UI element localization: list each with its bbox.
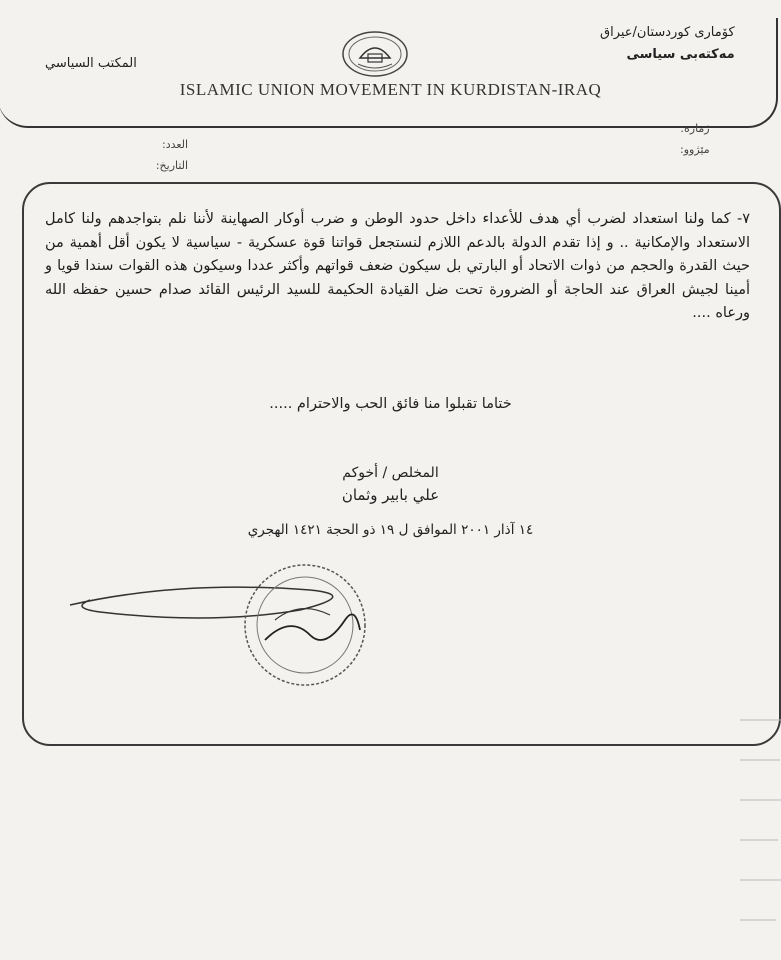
number-label: العدد: [162,138,189,151]
organization-title: ISLAMIC UNION MOVEMENT IN KURDISTAN-IRAQ [179,80,602,99]
ref-date-label: مێژوو: [680,143,710,156]
header-arabic-office: المكتب السياسي [45,56,137,71]
header-kurdish-line1: کۆماری کوردستان/عیراق [600,25,735,40]
header-kurdish-line2: مەکتەبی سیاسی [626,47,735,62]
date-label: التاريخ: [155,159,189,172]
emblem-icon [340,30,410,82]
reference-fields-kurdish [680,122,710,156]
reference-fields-arabic [122,138,188,172]
letter-date: ١٤ آذار ٢٠٠١ الموافق ل ١٩ ذو الحجة ١٤٢١ الهجري [247,522,534,538]
signoff-block [0,462,781,506]
signature-stamp [60,560,440,694]
letter-paragraph: ٧- كما ولنا استعداد لضرب أي هدف للأعداء داخل حدود الوطن و ضرب أوكار الصهاينة لأننا نلم بتواجدهم ولنا كامل الاستعداد والإمكانية .. و إذا تقدم الدولة بالدعم اللازم لنستجعل قواتنا قوة عسكرية - سياسية لا يكون أقل أهمية من حيث القدرة والحجم من ذوات الاتحاد أو البارتي بل سيكون ضعف قواتهم وأكثر عددا وسيكون هذه القوات سندا قويا و أمينا لجيش العراق عند الحاجة أو الضرورة تحت ضل القيادة الحكيمة للسيد الرئيس القائد صدام حسين حفظه الله ورعاه .... [45,211,750,321]
header-kurdish [600,22,735,66]
bleed-through-marks [740,700,781,950]
ref-number-label: ژمارە: [680,122,710,135]
closing-line: ختاما تقبلوا منا فائق الحب والاحترام ..... [269,396,512,412]
signer-name: علي بابير وثمان [341,486,440,504]
signoff: المخلص / أخوكم [342,465,439,481]
